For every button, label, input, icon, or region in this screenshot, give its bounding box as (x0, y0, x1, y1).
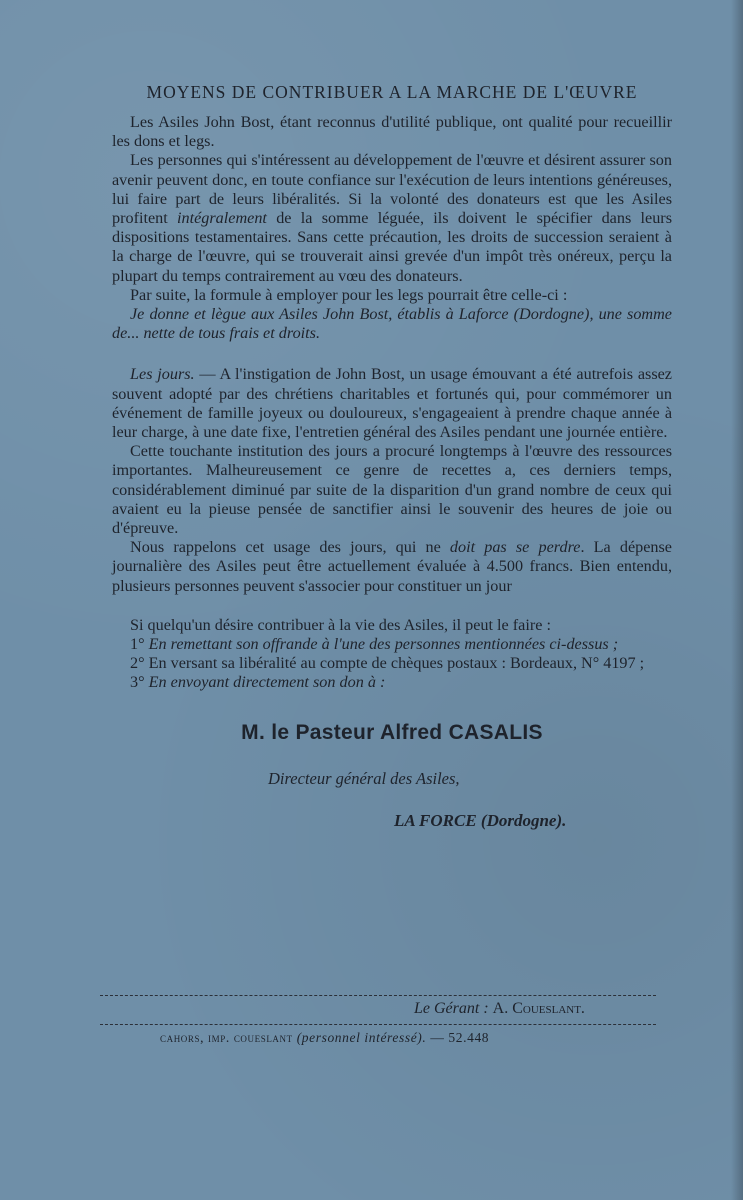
list-item-offering (112, 635, 672, 654)
list-item-number: 1° (130, 635, 145, 654)
director-address: LA FORCE (Dordogne). (394, 810, 567, 830)
paragraph-donations (112, 151, 672, 285)
spacer (112, 343, 672, 365)
paragraph-jours (112, 365, 672, 442)
divider-top (100, 995, 656, 996)
paragraph-how-to-contribute: Si quelqu'un désire contribuer à la vie des Asiles, il peut le faire : (130, 615, 551, 634)
page-edge-shadow (731, 0, 743, 1200)
signature-name: A. Coueslant. (492, 1000, 585, 1017)
list-item-number: 3° (130, 673, 145, 692)
director-name: M. le Pasteur Alfred CASALIS (241, 720, 543, 744)
signature-label: Le Gérant : (414, 1000, 489, 1017)
printer-note: (personnel intéressé). (296, 1030, 427, 1045)
main-text-block (112, 82, 672, 831)
daily-cost-emphasis: doit pas se perdre (449, 538, 581, 557)
legacy-formula (112, 305, 672, 343)
printer-name: cahors, imp. coueslant (160, 1030, 293, 1045)
paragraph-recognition: Les Asiles John Bost, étant reconnus d'utilité publique, ont qualité pour recueillir les dons et legs. (112, 113, 672, 151)
page-heading: MOYENS DE CONTRIBUER A LA MARCHE DE L'ŒUVRE (146, 82, 638, 102)
list-item-postal-account: 2° En versant sa libéralité au compte de chèques postaux : Bordeaux, N° 4197 ; (130, 654, 645, 673)
paragraph-daily-cost (112, 538, 672, 596)
list-item-offering-text: En remettant son offrande à l'une des personnes mentionnées ci-dessus ; (148, 635, 619, 654)
list-item-direct-send-text: En envoyant directement son don à : (148, 673, 386, 692)
printer-number: — 52.448 (430, 1030, 490, 1045)
paragraph-donations-text-a: Les personnes qui s'intéressent au développement de l'œuvre et désirent assurer son avenir peuvent donc, en toute confiance sur l'exécution de leurs intentions généreuses, lui faire part de leurs libéralités. Si la volonté des donateurs est que les Asiles profitent (112, 151, 672, 228)
signature-line (414, 1000, 585, 1018)
paragraph-donations-emphasis: intégralement (177, 209, 267, 228)
spacer (112, 596, 672, 616)
legacy-formula-text: Je donne et lègue aux Asiles John Bost, établis à Laforce (Dordogne), une somme de... nette de tous frais et droits. (112, 305, 672, 343)
daily-cost-text-a: Nous rappelons cet usage des jours, qui ne (130, 538, 450, 557)
divider-bottom (100, 1024, 656, 1025)
list-item-direct-send (112, 673, 672, 692)
director-title: Directeur général des Asiles, (268, 768, 460, 788)
paragraph-formula-intro: Par suite, la formule à employer pour les legs pourrait être celle-ci : (130, 285, 568, 304)
jours-text: — A l'instigation de John Bost, un usage émouvant a été autrefois assez souvent adopté par des chrétiens charitables et fortunés qui, pour commémorer un événement de famille joyeux ou douloureux, s'engageaient à prendre chaque année à leur charge, à une date fixe, l'entretien général des Asiles pendant une journée entière. (112, 365, 672, 442)
paragraph-donations-text-b: de la somme léguée, ils doivent le spécifier dans leurs dispositions testamentaires. Sans cette précaution, les droits de succession seraient à la charge de l'œuvre, qui se trouverait ainsi grevée d'un impôt très onéreux, perçu la plupart du temps contrairement au vœu des donateurs. (112, 209, 672, 285)
paragraph-institution: Cette touchante institution des jours a procuré longtemps à l'œuvre des ressources importantes. Malheureusement ce genre de recettes a, ces derniers temps, considérablement diminué par suite de la disparition d'un grand nombre de ceux qui avaient eu la pieuse pensée de sanctifier ainsi le souvenir des heures de joie ou d'épreuve. (112, 442, 672, 538)
printer-imprint (160, 1030, 489, 1046)
daily-cost-text-b: . La dépense journalière des Asiles peut être actuellement évaluée à 4.500 francs. Bien entendu, plusieurs personnes peuvent s'associer pour constituer un jour (112, 538, 672, 595)
jours-title: Les jours. (130, 365, 195, 384)
